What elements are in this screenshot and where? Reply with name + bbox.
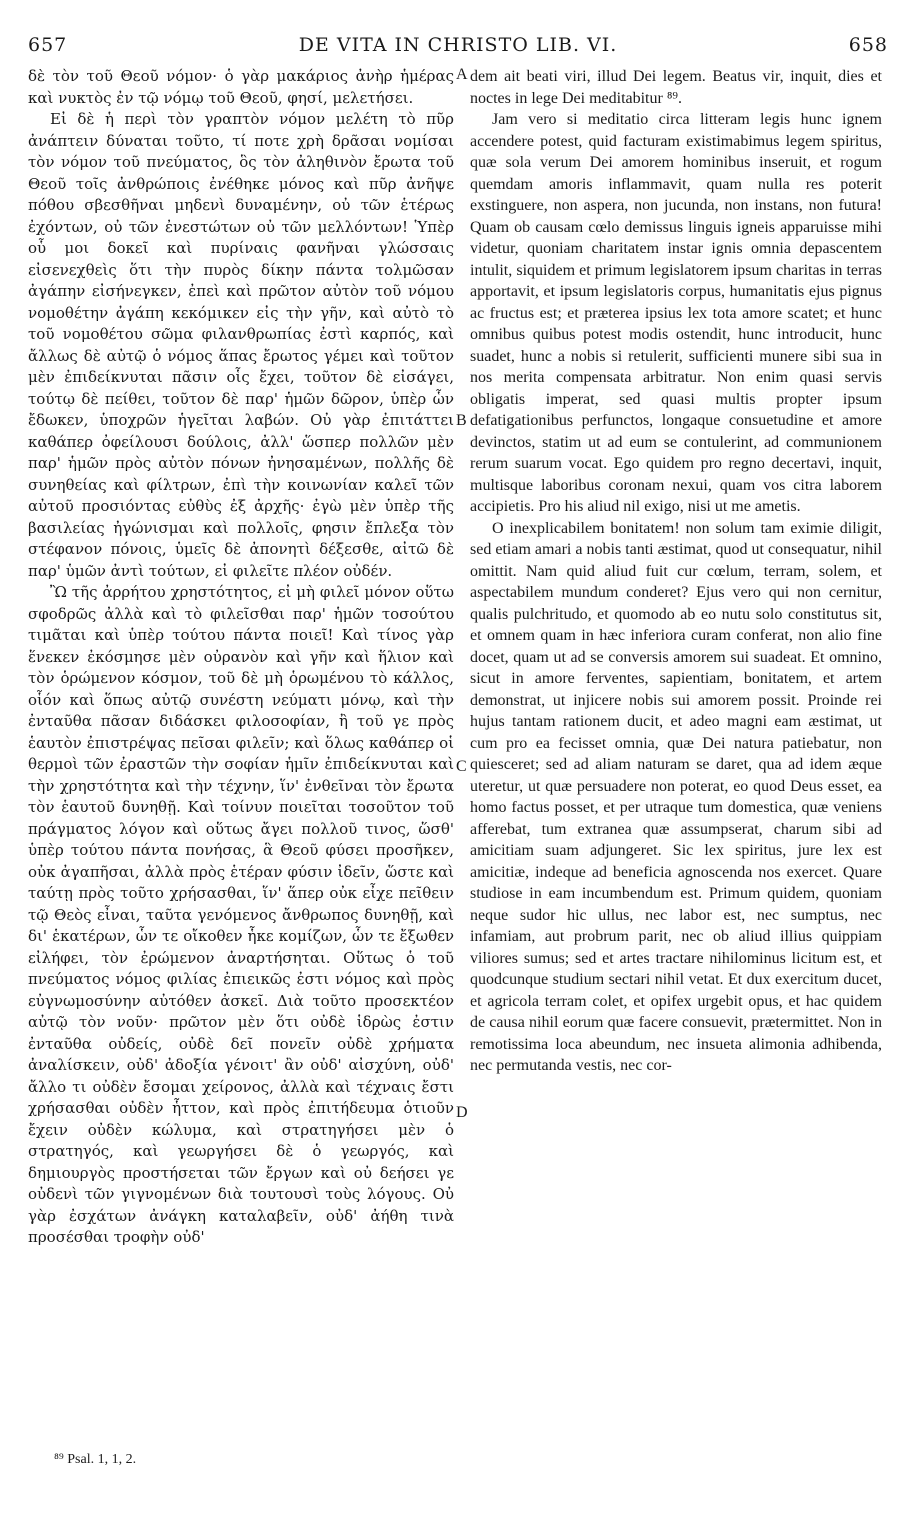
running-title: DE VITA IN CHRISTO LIB. VI. xyxy=(298,34,618,56)
latin-paragraph: dem ait beati viri, illud Dei legem. Beatus vir, inquit, dies et noctes in lege Dei meditabitur ⁸⁹. xyxy=(470,68,882,107)
page-number-left: 657 xyxy=(28,34,68,56)
latin-paragraph: Jam vero si meditatio circa litteram legis hunc ignem accendere potest, quid facturam existimabimus legem spiritus, quæ sola verum Dei amorem hominibus inseruit, et rogum quemdam amoris inflammavit, quam nulla res poterit exstinguere, non aspera, non jucunda, non instans, non futura! Quam ob causam cœlo demissus linguis igneis apparuisse mihi videtur, quoniam charitatem instar ignis omnia depascentem intulit, siquidem et primum legislatorem ipsum charitas in terras apportavit, et ipsum legislatoris corpus, humanitatis ejus pignus ac fructus est; et præterea ipsius lex tota amore scatet; et hunc omnibus quibus potest modis ostendit, hunc introducit, hunc suadet, hunc a nobis si retulerit, sufficienti munere sibi sua in nos merita compensata arbitratur. Non enim quasi servis obligatis imperat, sed quasi multis propter ipsum defatigationibus perfunctos, longaque consuetudine et amore devinctos, statim ut ad eum se contulerint, ad communionem rerum suarum vocat. Ego quidem pro regno decertavi, inquit, multisque laboribus coronam nexui, quam vos citra laborem accipietis. Pro his aliud nil exigo, nisi ut me ametis. xyxy=(470,111,882,515)
page-number-right: 658 xyxy=(848,34,888,56)
latin-column xyxy=(470,66,882,1077)
latin-paragraph: O inexplicabilem bonitatem! non solum tam eximie diligit, sed etiam amari a nobis tanti æstimat, quod ut consequatur, nihil omittit. Nam quid aliud fuit cur cœlum, terram, solem, et aspectabilem mundum conderet? Ejus vero qui non cernitur, qualis pulchritudo, et quomodo ab eo nutu solo constitutus sit, et omnem quam in hæc inferiora curam conferat, non alio fine docet, quam ut ad se conversis amorem sui suadeat. Et omnino, sicut in amore ferventes, sapientiam, bonitatem, et artem demonstrat, ut injicere nobis sui amorem possit. Proinde rei hujus tantam rationem ducit, et adeo magni eam æstimat, ut cum pro ea fecisset omnia, quæ Dei natura patiebatur, non quiesceret; sed ad aliam naturam se daret, qua ad idem æque uteretur, ut quæ persuadere non poterat, eo quod Deus esset, ea homo factus posset, et per utraque tum domestica, quæ veniens afferebat, tum extranea quæ assumpserat, charum sibi ad amicitiam suam adjungeret. Sic lex spiritus, jure lex est amicitiæ, indeque ad beneficia agnoscenda nos exercet. Quare studiose in eam incumbendum est. Primum quidem, quoniam neque sudor hic ullus, nec labor est, nec sumptus, nec infamiam, aut probrum parit, nec ob aliud illius quippiam viliores sumus; sed et artes tractare nihilominus licitum est, et quodcunque studium sectari nihil vetat. Et dux exercitum ducet, et agricola terram colet, et opifex urgebit opus, et hac quidem de causa nihil eorum quæ facere consuevit, prætermittet. Non in remotissima loca abeundum, nec insueta alimonia adhibenda, nec permutanda vestis, nec cor- xyxy=(470,519,882,1074)
margin-letter-b: B xyxy=(456,412,467,429)
margin-letter-a: A xyxy=(456,66,468,83)
margin-letter-d: D xyxy=(456,1104,468,1121)
margin-letter-c: C xyxy=(456,758,467,775)
greek-paragraph: Ὢ τῆς ἀρρήτου χρηστότητος, εἰ μὴ φιλεῖ μόνον οὕτω σφοδρῶς ἀλλὰ καὶ τὸ φιλεῖσθαι παρ' ἡμῶν τοσούτου τιμᾶται καὶ ὑπὲρ τούτου πάντα ποιεῖ! Καὶ τίνος γὰρ ἕνεκεν ἐκόσμησε μὲν οὐρανὸν καὶ γῆν καὶ ἥλιον καὶ τὸν ὁρώμενον κόσμον, τοῦ δὲ μὴ ὁρωμένου τὸ κάλλος, οἷόν καὶ ὅπως αὐτῷ συνέστη νεύματι μόνῳ, καὶ τὴν ἐνταῦθα πᾶσαν διδάσκει φιλοσοφίαν, ἢ τοῦ γε πρὸς ἑαυτὸν ἐπιστρέψας πεῖσαι φιλεῖν; καὶ ὅλως καθάπερ οἱ θερμοὶ τῶν ἐραστῶν τὴν σοφίαν ἡμῖν ἐπιδείκνυται καὶ τὴν χρηστότητα καὶ τὴν τέχνην, ἵν' ἐνθεῖναι τὸν ἔρωτα τὸν ἑαυτοῦ δυνηθῇ. Καὶ τοίνυν ποιεῖται τοσοῦτον τοῦ πράγματος λόγον καὶ οὕτως ἄγει πολλοῦ τινος, ὥσθ' ὑπὲρ τούτου πάντα πονήσας, ἃ Θεοῦ φύσει προσῆκεν, οὐκ ἀγαπῆσαι, ἀλλὰ πρὸς ἑτέραν φύσιν ἰδεῖν, ὥστε καὶ ταύτῃ πρὸς τοῦτο χρήσασθαι, ἵν' ἅπερ οὐκ εἶχε πεῖθειν τῷ Θεὸς εἶναι, ταῦτα γενόμενος ἄνθρωπος δυνηθῇ, καὶ δι' ἑκατέρων, ὧν τε οἴκοθεν ἧκε κομίζων, ὧν τε ἔξωθεν εἰλήφει, τὸν ἐρώμενον ἀναρτήσηται. Οὕτως ὁ τοῦ πνεύματος νόμος φιλίας ἐπιεικῶς ἐστι νόμος καὶ πρὸς εὐγνωμοσύνην αὐτόθεν ἀσκεῖ. Διὰ τοῦτο προσεκτέον αὐτῷ τὸν νοῦν· πρῶτον μὲν ὅτι οὐδὲ ἱδρὼς ἐστιν ἐνταῦθα οὐδείς, οὐδὲ δεῖ πονεῖν οὐδὲ χρήματα ἀναλίσκειν, οὐδ' ἀδοξία γένοιτ' ἂν οὐδ' αἰσχύνη, οὐδ' ἄλλο τι οὐδὲν ἔσομαι χείρονος, ἀλλὰ καὶ τέχναις ἔστι χρήσασθαι οὐδὲν ἧττον, καὶ πρὸς ἐπιτήδευμα ὁτιοῦν ἔχειν οὐδὲν κώλυμα, καὶ στρατηγήσει μὲν ὁ στρατηγός, καὶ γεωργήσει δὲ ὁ γεωργός, καὶ δημιουργὸς προστήσεται τῶν ἔργων καὶ οὐ δεήσει γε οὐδενὶ τῶν γιγνομένων διὰ τουτουσὶ τοὺς λόγους. Οὐ γὰρ ἐσχάτων ἀνάγκη καταλαβεῖν, οὐδ' ἀήθη τινὰ προσέσθαι τροφὴν οὐδ' xyxy=(28,583,454,1246)
page-header xyxy=(28,34,888,64)
greek-column xyxy=(28,66,454,1249)
greek-paragraph: δὲ τὸν τοῦ Θεοῦ νόμον· ὁ γὰρ μακάριος ἀνὴρ ἡμέρας καὶ νυκτὸς ἐν τῷ νόμῳ τοῦ Θεοῦ, φησί, μελετήσει. xyxy=(28,67,454,107)
greek-paragraph: Εἰ δὲ ἡ περὶ τὸν γραπτὸν νόμον μελέτη τὸ πῦρ ἀνάπτειν δύναται τοῦτο, τί ποτε χρὴ δρᾶσαι νομίσαι τὸν νόμον τοῦ πνεύματος, ὃς τὸν ἀληθινὸν ἔρωτα τοῦ Θεοῦ τοῖς ἀνθρώποις ἐνέθηκε μόνος καὶ πῦρ ἀνῆψε πόθου σβεσθῆναι μηδενὶ δυναμένην, οὐ τῶν ἑτέρως ἐχόντων, οὐ τῶν ἐνεστώτων οὐ τῶν μελλόντων! Ὑπὲρ οὗ μοι δοκεῖ καὶ πυρίναις φανῆναι γλώσσαις εἰσενεχθεὶς ὅτι τὴν πυρὸς δίκην πάντα τολμῶσαν ἀγάπην εἰσήνεγκεν, ἐπεὶ καὶ πρῶτον αὐτὸν τοῦ νόμου νομοθέτην ἀγάπη κεκόμικεν εἰς τὴν γῆν, καὶ αὐτὸ τὸ τοῦ νομοθέτου σῶμα φιλανθρωπίας ἐστὶ καρπός, καὶ ἄλλως δὲ αὐτῷ ὁ νόμος ἅπας ἔρωτος γέμει καὶ τοῦτον μὲν ἐπιδείκνυται πᾶσιν οἷς ἔχει, τοῦτον δὲ εἰσάγει, τούτῳ δὲ πείθει, τοῦτον δὲ παρ' ἡμῶν δῶρον, ὑπὲρ ὧν ἔδωκεν, ὑποχρῶν ἡγεῖται λαβών. Οὐ γὰρ ἐπιτάττει καθάπερ ὀφείλουσι δούλοις, ἀλλ' ὥσπερ πολλῶν μὲν παρ' ἡμῶν πρὸς αὐτὸν πόνων ἠνησαμένων, πολλῆς δὲ συνηθείας καὶ φίλτρων, ἐπὶ τὴν κοινωνίαν καλεῖ τῶν αὐτοῦ προσιόντας εὐθὺς ἐξ ἀρχῆς· ἐγὼ μὲν ὑπὲρ τῆς βασιλείας ἠγώνισμαι καὶ πολλοῖς, φησιν ἔπλεξα τὸν στέφανον πόνοις, ὑμεῖς δὲ ἀπονητὶ δέξεσθε, αἰτῶ δὲ παρ' ὑμῶν ἀντὶ τούτων, εἰ φιλεῖτε πλέον οὐδέν. xyxy=(28,110,454,580)
footnote: ⁸⁹ Psal. 1, 1, 2. xyxy=(54,1452,137,1467)
